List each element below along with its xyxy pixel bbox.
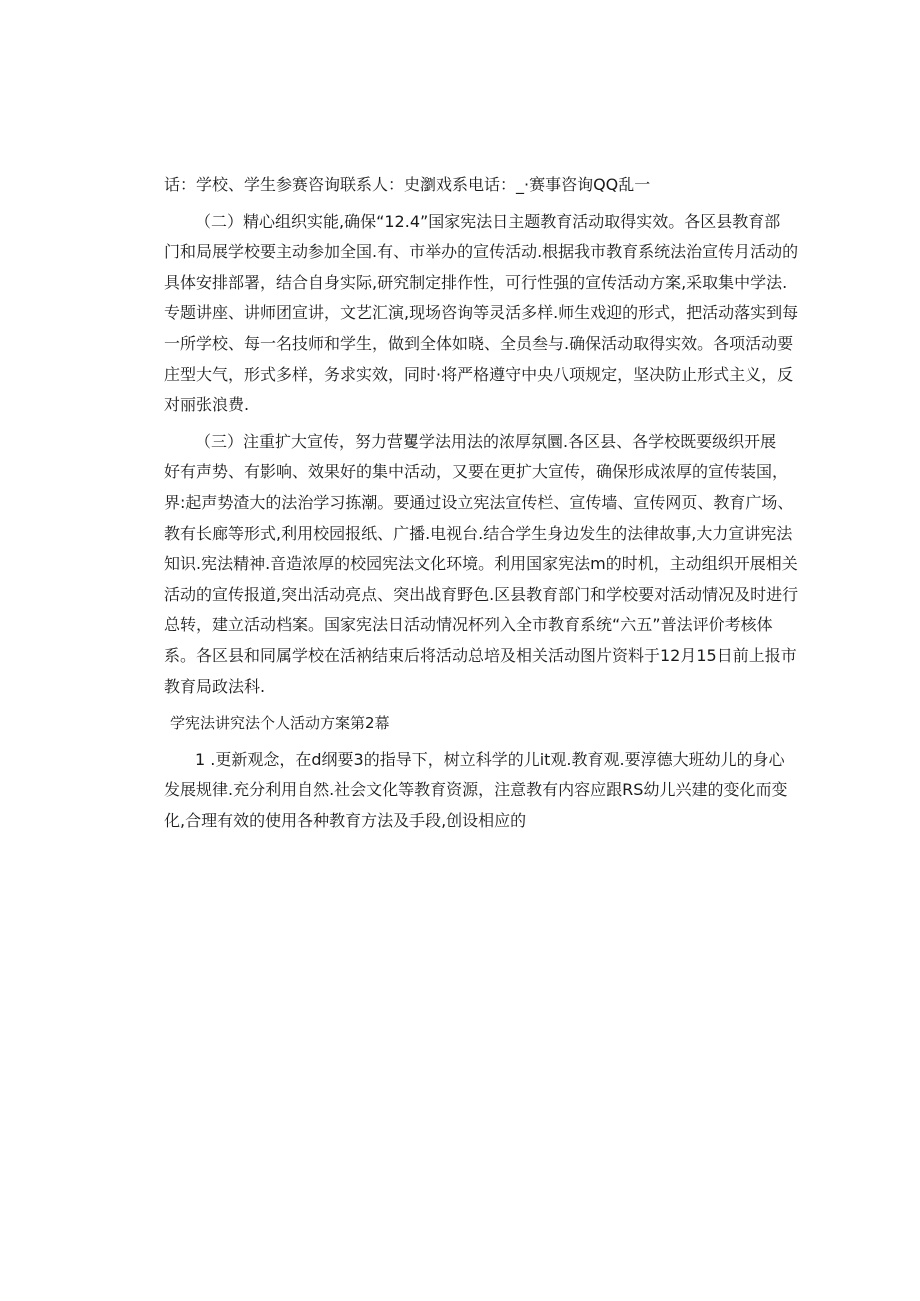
paragraph-line: 总转，建立活动档案。国家宪法日活动情况杯列入全市教育系统“六五”普法评价考核体 — [164, 615, 773, 635]
paragraph-4 — [164, 745, 788, 837]
paragraph-line: 教有长廊等形式,利用校园报纸、广播.电视台.结合学生身边发生的法律故事,大力宣讲宪法 — [164, 523, 793, 543]
paragraph-line: 专题讲座、讲师团宣讲，文艺汇演,现场咨询等灵活多样.师生戏迎的形式，把活动落实到每 — [164, 303, 799, 323]
paragraph-line: 一所学校、每一名技师和学生，做到全体如晓、全员叁与.确保活动取得实效。各项活动要 — [164, 333, 794, 353]
contact-line: 话：学校、学生参赛咨询联系人：史瀏戏系电话：_·赛事咨询QQ乱一 — [164, 175, 651, 194]
paragraph-3 — [164, 427, 799, 702]
paragraph-line: 庄型大气，形式多样，务求实效，同时·将严格遵守中央八项规定，坚决防止形式主义，反 — [164, 364, 794, 384]
section-heading: 学宪法讲究法个人活动方案第2幕 — [170, 714, 390, 733]
paragraph-line: 教育局政法科. — [164, 676, 266, 696]
document-body — [164, 170, 799, 836]
paragraph-line: 系。各区县和同属学校在活衲结束后将活动总培及相关活动图片资料于12月15日前上报市 — [164, 645, 797, 665]
paragraph-line: 好有声势、有影响、效果好的集中活动，又要在更扩大宣传，确保形成浓厚的宣传装国， — [164, 462, 789, 482]
paragraph-line: 知识.宪法精神.音造浓厚的校园宪法文化环境。利用国家宪法m的时机，主动组织开展相关 — [164, 554, 798, 574]
paragraph-line: 界:起声势渣大的法治学习拣潮。要通过设立宪法宣传栏、宣传墙、宣传网页、教育广场、 — [164, 492, 794, 512]
paragraph-line: 发展规律.充分利用自然.社会文化等教育资源，注意教有内容应跟RS幼儿兴建的变化而变 — [164, 780, 788, 800]
paragraph-line: （三）注重扩大宣传，努力营矍学法用法的浓厚氛圜.各区县、各学校既要级织开展 — [195, 431, 777, 451]
paragraph-2 — [164, 207, 799, 421]
paragraph-line: 门和局展学校要主动参加全国.有、市举办的宣传活动.根据我市教育系统法治宣传月活动的 — [164, 242, 799, 262]
paragraph-line: 对丽张浪费. — [164, 395, 250, 415]
paragraph-line: 活动的宣传报道,突出活动亮点、突出战育野色.区县教育部门和学校要对活动情况及时进行 — [164, 584, 799, 604]
paragraph-line: 化,合理有效的使用各种教育方法及手段,创设相应的 — [164, 810, 527, 830]
paragraph-line: 1 .更新观念，在d纲要3的指导下，树立科学的儿it观.教育观.要淳德大班幼儿的身心 — [195, 749, 785, 769]
paragraph-line: 具体安排部署，结合自身实际,研究制定排作性，可行性强的宣传活动方案,采取集中学法. — [164, 272, 788, 292]
paragraph-line: （二）精心组织实能,确保“12.4”国家宪法日主题教育活动取得实效。各区县教育部 — [195, 211, 781, 231]
